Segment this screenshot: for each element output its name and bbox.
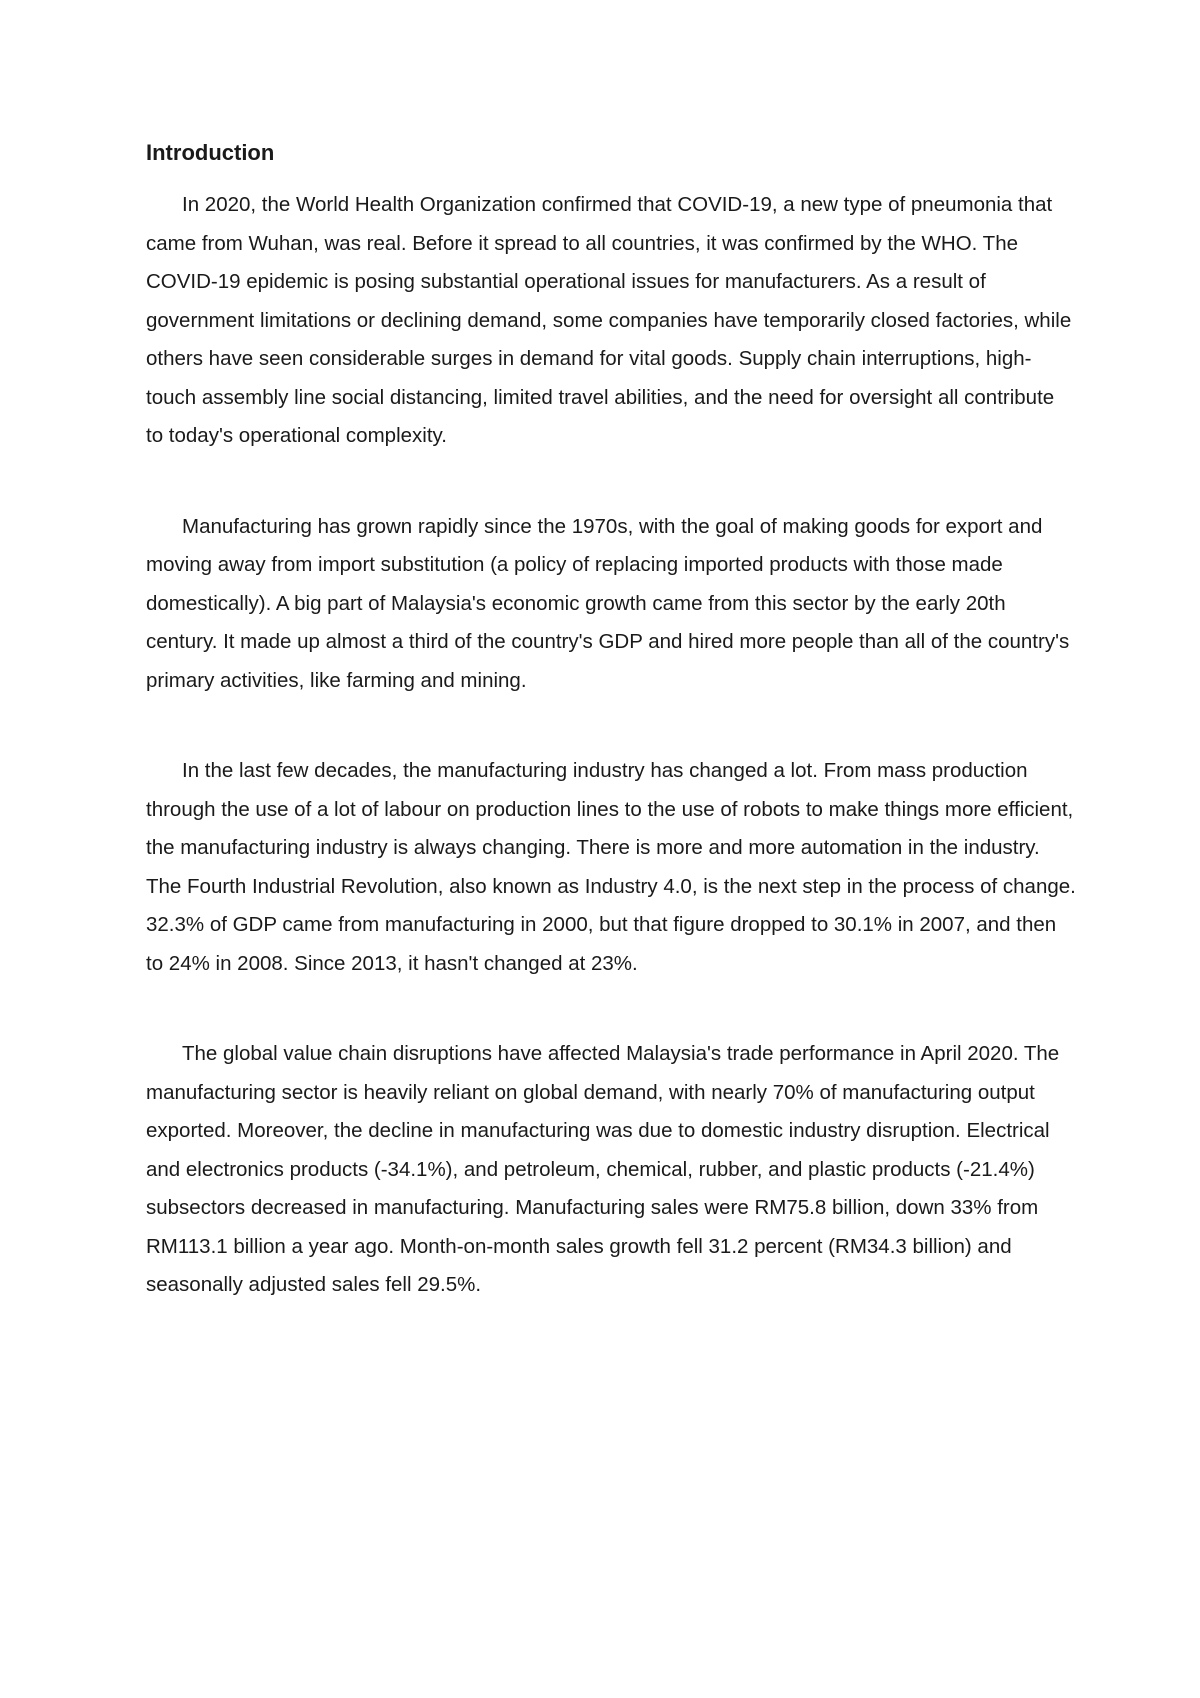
paragraph-covid-overview: In 2020, the World Health Organization confirmed that COVID-19, a new type of pneumonia that came from Wuhan, was real. Before it spread to all countries, it was confirmed by the WHO. The COVID-19 epidemic is posing substantial operational issues for manufacturers. As a result of government limitations or declining demand, some companies have temporarily closed factories, while others have seen considerable surges in demand for vital goods. Supply chain interruptions, high-touch assembly line social distancing, limited travel abilities, and the need for oversight all contribute to today's operational complexity. bbox=[146, 193, 1072, 448]
paragraph-trade-disruption: The global value chain disruptions have affected Malaysia's trade performance in April 2020. The manufacturing sector is heavily reliant on global demand, with nearly 70% of manufacturing output exported. Moreover, the decline in manufacturing was due to domestic industry disruption. Electrical and electronics products (-34.1%), and petroleum, chemical, rubber, and plastic products (-21.4%) subsectors decreased in manufacturing. Manufacturing sales were RM75.8 billion, down 33% from RM113.1 billion a year ago. Month-on-month sales growth fell 31.2 percent (RM34.3 billion) and seasonally adjusted sales fell 29.5%. bbox=[146, 1042, 1060, 1297]
section-heading: Introduction bbox=[146, 140, 275, 165]
document-body bbox=[146, 140, 1076, 1305]
paragraph-industry-change: In the last few decades, the manufacturing industry has changed a lot. From mass production through the use of a lot of labour on production lines to the use of robots to make things more efficient, the manufacturing industry is always changing. There is more and more automation in the industry. The Fourth Industrial Revolution, also known as Industry 4.0, is the next step in the process of change. 32.3% of GDP came from manufacturing in 2000, but that figure dropped to 30.1% in 2007, and then to 24% in 2008. Since 2013, it hasn't changed at 23%. bbox=[146, 759, 1076, 975]
paragraph-manufacturing-growth: Manufacturing has grown rapidly since the 1970s, with the goal of making goods for export and moving away from import substitution (a policy of replacing imported products with those made domestically). A big part of Malaysia's economic growth came from this sector by the early 20th century. It made up almost a third of the country's GDP and hired more people than all of the country's primary activities, like farming and mining. bbox=[146, 514, 1070, 692]
